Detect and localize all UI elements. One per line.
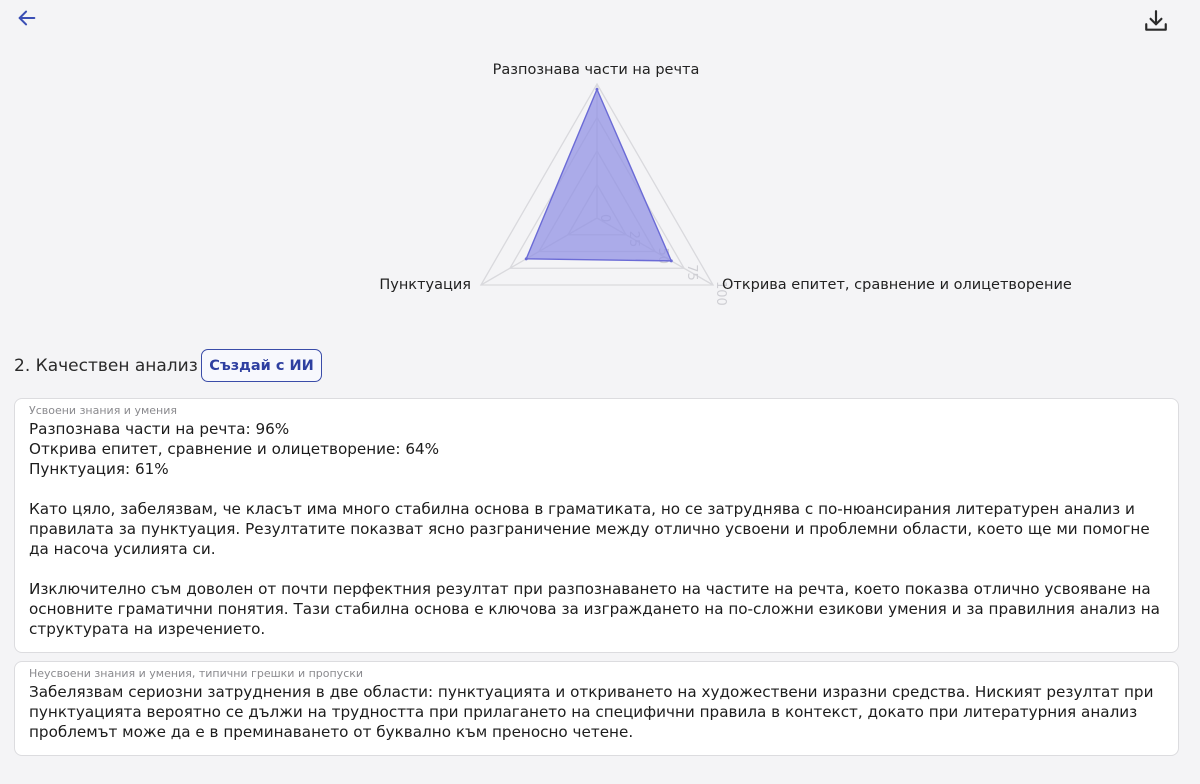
unknown-skills-label: Неусвоени знания и умения, типични грешки и пропуски xyxy=(29,667,364,680)
radar-point-2 xyxy=(670,259,673,262)
download-icon xyxy=(1143,8,1169,34)
axis-label-top: Разпознава части на речта xyxy=(492,62,700,78)
radar-point-3 xyxy=(525,257,528,260)
known-skills-label: Усвоени знания и умения xyxy=(29,404,177,417)
download-button[interactable] xyxy=(1141,6,1171,36)
unknown-skills-text[interactable]: Забелязвам сериозни затруднения в две области: пунктуацията и откриването на художествени изразни средства. Ниският резултат при пунктуацията вероятно се дължи на трудността при прилагането на специфични правила в контекст, докато при литературния анализ проблемът може да е в преминаването от буквално към преносно четене. xyxy=(29,683,1159,741)
radar-tick-label: 100 xyxy=(713,281,729,306)
radar-chart xyxy=(0,40,1200,330)
known-skills-text[interactable]: Разпознава части на речта: 96% Открива епитет, сравнение и олицетворение: 64% Пунктуация: 61% Като цяло, забелязвам, че класът има много стабилна основа в граматиката, но се затруднява с по-нюансирания литературен анализ и правилата за пунктуация. Резултатите показват ясно разграничение между отлично усвоени и проблемни области, което ще ми помогне да насоча усилията си. Изключително съм доволен от почти перфектния резултат при разпознаването на частите на речта, което показва отлично усвояване на основните граматични понятия. Тази стабилна основа е ключова за изграждането на по-сложни езикови умения и за правилния анализ на структурата на изречението. xyxy=(29,420,1160,638)
axis-label-right: Открива епитет, сравнение и олицетворение xyxy=(722,277,1072,293)
section-title: 2. Качествен анализ xyxy=(14,356,198,376)
arrow-left-icon xyxy=(16,7,38,29)
radar-tick-label: 75 xyxy=(684,264,700,281)
known-skills-field[interactable] xyxy=(14,398,1179,653)
radar-axis-labels xyxy=(379,62,1072,293)
create-with-ai-button[interactable]: Създай с ИИ xyxy=(201,349,322,382)
radar-point-1 xyxy=(596,88,599,91)
axis-label-left: Пунктуация xyxy=(379,277,471,293)
unknown-skills-field[interactable] xyxy=(14,661,1179,756)
back-button[interactable] xyxy=(12,3,42,33)
